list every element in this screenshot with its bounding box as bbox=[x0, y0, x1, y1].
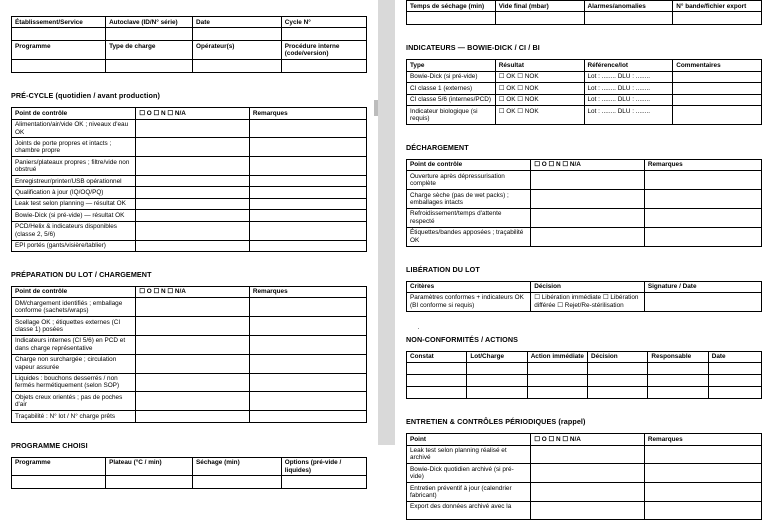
row-remarques-cell[interactable] bbox=[249, 298, 366, 317]
table-header-row bbox=[407, 281, 762, 292]
table-row bbox=[12, 354, 367, 373]
preparation-lot-table bbox=[11, 286, 367, 423]
table-header-row bbox=[12, 108, 367, 119]
row-checkbox-cell[interactable] bbox=[531, 190, 645, 209]
field-operateurs-value[interactable] bbox=[193, 60, 282, 73]
col-temps-de-sechage: Temps de séchage (min) bbox=[407, 1, 496, 12]
table-row bbox=[12, 411, 367, 422]
table-row bbox=[407, 83, 762, 94]
row-label: Leak test selon planning — résultat OK bbox=[12, 198, 136, 209]
row-checkbox-cell[interactable] bbox=[531, 464, 645, 483]
cell-constat[interactable] bbox=[407, 363, 467, 375]
row-remarques-cell[interactable] bbox=[249, 317, 366, 336]
document-page-right bbox=[395, 0, 773, 511]
row-remarques-cell[interactable] bbox=[249, 335, 366, 354]
section-title-preparation-du-lot: PRÉPARATION DU LOT / CHARGEMENT bbox=[11, 269, 152, 279]
row-commentaires-cell[interactable] bbox=[673, 71, 762, 82]
table-row bbox=[407, 71, 762, 82]
row-remarques-cell[interactable] bbox=[249, 187, 366, 198]
row-reference-cell[interactable]: Lot : ........ DLU : ........ bbox=[584, 83, 673, 94]
table-row bbox=[12, 476, 367, 489]
table-row bbox=[407, 190, 762, 209]
cell-responsable[interactable] bbox=[648, 387, 708, 399]
cell-type-de-charge: Type de charge bbox=[106, 41, 193, 60]
col-oui-non-na: ☐ O ☐ N ☐ N/A bbox=[136, 108, 250, 119]
cell-decision[interactable] bbox=[588, 363, 648, 375]
row-remarques-cell[interactable] bbox=[644, 208, 761, 227]
dechargement-table bbox=[406, 159, 762, 247]
row-checkbox-cell[interactable] bbox=[531, 501, 645, 520]
table-row bbox=[407, 387, 762, 399]
page-scroll-marker[interactable] bbox=[374, 100, 378, 116]
row-label: Bowie-Dick quotidien archivé (si pré-vide) bbox=[407, 464, 531, 483]
stray-mark: . bbox=[406, 324, 420, 331]
col-point-de-controle: Point de contrôle bbox=[407, 159, 531, 170]
row-decision-cell[interactable]: ☐ Libération immédiate ☐ Libération différée ☐ Rejet/Re-stérilisation bbox=[531, 292, 645, 311]
cell-action-immediate[interactable] bbox=[527, 375, 587, 387]
cell-date[interactable] bbox=[708, 375, 761, 387]
row-checkbox-cell[interactable] bbox=[136, 317, 250, 336]
field-cycle-numero-value[interactable] bbox=[281, 28, 366, 41]
row-resultat-cell[interactable]: ☐ OK ☐ NOK bbox=[495, 106, 584, 125]
field-vide-final-value[interactable] bbox=[495, 12, 584, 25]
table-row bbox=[12, 392, 367, 411]
row-remarques-cell[interactable] bbox=[249, 392, 366, 411]
field-programme-value[interactable] bbox=[12, 60, 106, 73]
col-type: Type bbox=[407, 60, 496, 71]
row-checkbox-cell[interactable] bbox=[531, 208, 645, 227]
table-header-row bbox=[407, 60, 762, 71]
row-label: Indicateur biologique (si requis) bbox=[407, 106, 496, 125]
row-label: Étiquettes/bandes apposées ; traçabilité OK bbox=[407, 227, 531, 246]
row-remarques-cell[interactable] bbox=[249, 176, 366, 187]
table-row bbox=[12, 119, 367, 138]
row-remarques-cell[interactable] bbox=[249, 210, 366, 221]
row-checkbox-cell[interactable] bbox=[136, 119, 250, 138]
row-checkbox-cell[interactable] bbox=[531, 445, 645, 464]
row-checkbox-cell[interactable] bbox=[136, 198, 250, 209]
row-label: PCD/Helix & indicateurs disponibles (classe 2, 5/6) bbox=[12, 221, 136, 240]
row-checkbox-cell[interactable] bbox=[136, 354, 250, 373]
row-label: Charge non surchargée ; circulation vapeur assurée bbox=[12, 354, 136, 373]
cell-etablissement-service: Établissement/Service bbox=[12, 17, 106, 28]
row-checkbox-cell[interactable] bbox=[136, 138, 250, 157]
cycle-parameters-table bbox=[406, 0, 762, 25]
row-label: Joints de porte propres et intacts ; chambre propre bbox=[12, 138, 136, 157]
col-remarques: Remarques bbox=[249, 108, 366, 119]
row-label: Scellage OK ; étiquettes externes (CI classe 1) posées bbox=[12, 317, 136, 336]
section-title-entretien-controles: ENTRETIEN & CONTRÔLES PÉRIODIQUES (rappel) bbox=[406, 417, 586, 427]
col-point: Point bbox=[407, 434, 531, 445]
row-checkbox-cell[interactable] bbox=[136, 335, 250, 354]
programme-choisi-table bbox=[11, 457, 367, 490]
col-vide-final: Vide final (mbar) bbox=[495, 1, 584, 12]
row-label: Traçabilité : N° lot / N° charge prêts bbox=[12, 411, 136, 422]
row-checkbox-cell[interactable] bbox=[531, 227, 645, 246]
cell-lot-charge[interactable] bbox=[467, 387, 527, 399]
col-lot-charge: Lot/Charge bbox=[467, 351, 527, 362]
row-remarques-cell[interactable] bbox=[644, 227, 761, 246]
row-label: Enregistreur/printer/USB opérationnel bbox=[12, 176, 136, 187]
row-label: CI classe 1 (externes) bbox=[407, 83, 496, 94]
row-remarques-cell[interactable] bbox=[249, 157, 366, 176]
section-title-dechargement: DÉCHARGEMENT bbox=[406, 142, 469, 152]
row-commentaires-cell[interactable] bbox=[673, 83, 762, 94]
table-row bbox=[407, 363, 762, 375]
field-procedure-interne-value[interactable] bbox=[281, 60, 366, 73]
table-row bbox=[407, 94, 762, 105]
table-row bbox=[407, 106, 762, 125]
row-reference-cell[interactable]: Lot : ........ DLU : ........ bbox=[584, 94, 673, 105]
table-row bbox=[407, 292, 762, 311]
row-signature-cell[interactable] bbox=[644, 292, 761, 311]
col-oui-non-na: ☐ O ☐ N ☐ N/A bbox=[531, 434, 645, 445]
table-row bbox=[12, 176, 367, 187]
table-row bbox=[407, 12, 762, 25]
field-alarmes-anomalies-value[interactable] bbox=[584, 12, 673, 25]
table-row bbox=[407, 375, 762, 387]
cell-action-immediate[interactable] bbox=[527, 387, 587, 399]
field-plateau-value[interactable] bbox=[106, 476, 193, 489]
table-row bbox=[12, 60, 367, 73]
table-row bbox=[12, 317, 367, 336]
field-sechage-value[interactable] bbox=[193, 476, 282, 489]
row-label: Charge sèche (pas de wet packs) ; emballages intacts bbox=[407, 190, 531, 209]
table-row bbox=[407, 483, 762, 502]
row-label: Refroidissement/temps d'attente respecté bbox=[407, 208, 531, 227]
table-row bbox=[12, 41, 367, 60]
cell-date[interactable] bbox=[708, 363, 761, 375]
col-alarmes-anomalies: Alarmes/anomalies bbox=[584, 1, 673, 12]
row-checkbox-cell[interactable] bbox=[136, 411, 250, 422]
row-commentaires-cell[interactable] bbox=[673, 94, 762, 105]
row-label: Ouverture après dépressurisation complète bbox=[407, 171, 531, 190]
row-remarques-cell[interactable] bbox=[644, 190, 761, 209]
row-resultat-cell[interactable]: ☐ OK ☐ NOK bbox=[495, 94, 584, 105]
row-remarques-cell[interactable] bbox=[249, 411, 366, 422]
col-signature-date: Signature / Date bbox=[644, 281, 761, 292]
table-header-row bbox=[12, 457, 367, 476]
table-row bbox=[407, 464, 762, 483]
cell-lot-charge[interactable] bbox=[467, 363, 527, 375]
col-remarques: Remarques bbox=[249, 286, 366, 297]
non-conformites-table bbox=[406, 351, 762, 399]
cell-procedure-interne: Procédure interne (code/version) bbox=[281, 41, 366, 60]
cell-programme: Programme bbox=[12, 41, 106, 60]
row-remarques-cell[interactable] bbox=[644, 171, 761, 190]
table-row bbox=[12, 240, 367, 251]
table-row bbox=[12, 210, 367, 221]
table-row bbox=[12, 373, 367, 392]
col-numero-bande-fichier-export: N° bande/fichier export bbox=[673, 1, 762, 12]
row-label: EPI portés (gants/visière/tablier) bbox=[12, 240, 136, 251]
cell-action-immediate[interactable] bbox=[527, 363, 587, 375]
col-resultat: Résultat bbox=[495, 60, 584, 71]
table-row bbox=[407, 208, 762, 227]
table-row bbox=[407, 501, 762, 520]
row-label: CI classe 5/6 (internes/PCD) bbox=[407, 94, 496, 105]
col-responsable: Responsable bbox=[648, 351, 708, 362]
table-row bbox=[12, 221, 367, 240]
field-options-value[interactable] bbox=[281, 476, 366, 489]
page-gutter bbox=[378, 0, 395, 445]
table-row bbox=[12, 138, 367, 157]
section-title-non-conformites: NON-CONFORMITÉS / ACTIONS bbox=[406, 334, 519, 344]
row-reference-cell[interactable]: Lot : ........ DLU : ........ bbox=[584, 106, 673, 125]
field-date-value[interactable] bbox=[193, 28, 282, 41]
table-row bbox=[12, 198, 367, 209]
field-etablissement-service-value[interactable] bbox=[12, 28, 106, 41]
row-remarques-cell[interactable] bbox=[644, 445, 761, 464]
col-constat: Constat bbox=[407, 351, 467, 362]
col-criteres: Critères bbox=[407, 281, 531, 292]
cell-decision[interactable] bbox=[588, 387, 648, 399]
table-row bbox=[12, 157, 367, 176]
row-resultat-cell[interactable]: ☐ OK ☐ NOK bbox=[495, 71, 584, 82]
row-reference-cell[interactable]: Lot : ........ DLU : ........ bbox=[584, 71, 673, 82]
row-label: Leak test selon planning réalisé et archivé bbox=[407, 445, 531, 464]
col-remarques: Remarques bbox=[644, 434, 761, 445]
entretien-controles-table bbox=[406, 433, 762, 520]
row-remarques-cell[interactable] bbox=[644, 483, 761, 502]
col-decision: Décision bbox=[588, 351, 648, 362]
row-checkbox-cell[interactable] bbox=[136, 298, 250, 317]
row-label: Liquides : bouchons desserrés / non fermés hermétiquement (selon SOP) bbox=[12, 373, 136, 392]
row-commentaires-cell[interactable] bbox=[673, 106, 762, 125]
section-title-indicateurs: INDICATEURS — BOWIE-DICK / CI / BI bbox=[406, 43, 540, 53]
row-remarques-cell[interactable] bbox=[249, 373, 366, 392]
table-row bbox=[12, 17, 367, 28]
row-checkbox-cell[interactable] bbox=[136, 392, 250, 411]
col-options: Options (pré-vide / liquides) bbox=[281, 457, 366, 476]
section-title-programme-choisi: PROGRAMME CHOISI bbox=[11, 440, 88, 450]
section-title-liberation-du-lot: LIBÉRATION DU LOT bbox=[406, 264, 480, 274]
col-plateau: Plateau (°C / min) bbox=[106, 457, 193, 476]
table-row bbox=[12, 298, 367, 317]
row-resultat-cell[interactable]: ☐ OK ☐ NOK bbox=[495, 83, 584, 94]
table-header-row bbox=[407, 351, 762, 362]
field-numero-bande-value[interactable] bbox=[673, 12, 762, 25]
row-remarques-cell[interactable] bbox=[249, 198, 366, 209]
table-header-row bbox=[407, 434, 762, 445]
row-remarques-cell[interactable] bbox=[249, 240, 366, 251]
row-checkbox-cell[interactable] bbox=[531, 171, 645, 190]
field-programme-choisi-value[interactable] bbox=[12, 476, 106, 489]
field-autoclave-id-value[interactable] bbox=[106, 28, 193, 41]
cell-date[interactable] bbox=[708, 387, 761, 399]
row-remarques-cell[interactable] bbox=[249, 138, 366, 157]
row-label: Bowie-Dick (si pré-vide) — résultat OK bbox=[12, 210, 136, 221]
cell-operateurs: Opérateur(s) bbox=[193, 41, 282, 60]
table-row bbox=[407, 227, 762, 246]
col-action-immediate: Action immédiate bbox=[527, 351, 587, 362]
row-checkbox-cell[interactable] bbox=[136, 187, 250, 198]
cell-responsable[interactable] bbox=[648, 375, 708, 387]
pre-cycle-table bbox=[11, 107, 367, 252]
field-type-de-charge-value[interactable] bbox=[106, 60, 193, 73]
cell-responsable[interactable] bbox=[648, 363, 708, 375]
indicateurs-table bbox=[406, 59, 762, 124]
col-oui-non-na: ☐ O ☐ N ☐ N/A bbox=[531, 159, 645, 170]
table-row bbox=[12, 335, 367, 354]
col-programme: Programme bbox=[12, 457, 106, 476]
table-row bbox=[12, 28, 367, 41]
row-checkbox-cell[interactable] bbox=[136, 176, 250, 187]
row-label: Entretien préventif à jour (calendrier fabricant) bbox=[407, 483, 531, 502]
row-label: Qualification à jour (IQ/OQ/PQ) bbox=[12, 187, 136, 198]
col-sechage: Séchage (min) bbox=[193, 457, 282, 476]
liberation-lot-table bbox=[406, 281, 762, 312]
col-date: Date bbox=[708, 351, 761, 362]
row-label: DM/chargement identifiés ; emballage conforme (sachets/wraps) bbox=[12, 298, 136, 317]
row-label: Objets creux orientés ; pas de poches d'air bbox=[12, 392, 136, 411]
row-remarques-cell[interactable] bbox=[644, 501, 761, 520]
section-title-pre-cycle: PRÉ-CYCLE (quotidien / avant production) bbox=[11, 91, 160, 101]
table-row bbox=[407, 171, 762, 190]
table-header-row bbox=[407, 1, 762, 12]
cell-decision[interactable] bbox=[588, 375, 648, 387]
row-label: Paniers/plateaux propres ; filtre/vide non obstrué bbox=[12, 157, 136, 176]
row-checkbox-cell[interactable] bbox=[136, 221, 250, 240]
col-commentaires: Commentaires bbox=[673, 60, 762, 71]
col-remarques: Remarques bbox=[644, 159, 761, 170]
cell-date: Date bbox=[193, 17, 282, 28]
table-header-row bbox=[407, 159, 762, 170]
field-temps-de-sechage-value[interactable] bbox=[407, 12, 496, 25]
row-label: Alimentation/air/vide OK ; niveaux d'eau OK bbox=[12, 119, 136, 138]
cell-constat[interactable] bbox=[407, 375, 467, 387]
row-label: Bowie-Dick (si pré-vide) bbox=[407, 71, 496, 82]
document-page-left bbox=[0, 0, 378, 474]
row-remarques-cell[interactable] bbox=[249, 119, 366, 138]
cell-autoclave-id: Autoclave (ID/N° série) bbox=[106, 17, 193, 28]
header-identification-table bbox=[11, 16, 367, 73]
row-remarques-cell[interactable] bbox=[249, 221, 366, 240]
cell-constat[interactable] bbox=[407, 387, 467, 399]
row-remarques-cell[interactable] bbox=[644, 464, 761, 483]
col-point-de-controle: Point de contrôle bbox=[12, 108, 136, 119]
col-point-de-controle: Point de contrôle bbox=[12, 286, 136, 297]
row-checkbox-cell[interactable] bbox=[136, 210, 250, 221]
row-remarques-cell[interactable] bbox=[249, 354, 366, 373]
table-row bbox=[407, 445, 762, 464]
col-decision: Décision bbox=[531, 281, 645, 292]
row-checkbox-cell[interactable] bbox=[531, 483, 645, 502]
col-oui-non-na: ☐ O ☐ N ☐ N/A bbox=[136, 286, 250, 297]
row-label: Indicateurs internes (CI 5/6) en PCD et dans charge représentative bbox=[12, 335, 136, 354]
row-label: Export des données archivé avec la bbox=[407, 501, 531, 520]
row-checkbox-cell[interactable] bbox=[136, 373, 250, 392]
row-criteres-cell: Paramètres conformes + indicateurs OK (BI conforme si requis) bbox=[407, 292, 531, 311]
col-reference-lot: Référence/lot bbox=[584, 60, 673, 71]
cell-cycle-numero: Cycle N° bbox=[281, 17, 366, 28]
table-row bbox=[12, 187, 367, 198]
table-header-row bbox=[12, 286, 367, 297]
row-checkbox-cell[interactable] bbox=[136, 157, 250, 176]
row-checkbox-cell[interactable] bbox=[136, 240, 250, 251]
cell-lot-charge[interactable] bbox=[467, 375, 527, 387]
